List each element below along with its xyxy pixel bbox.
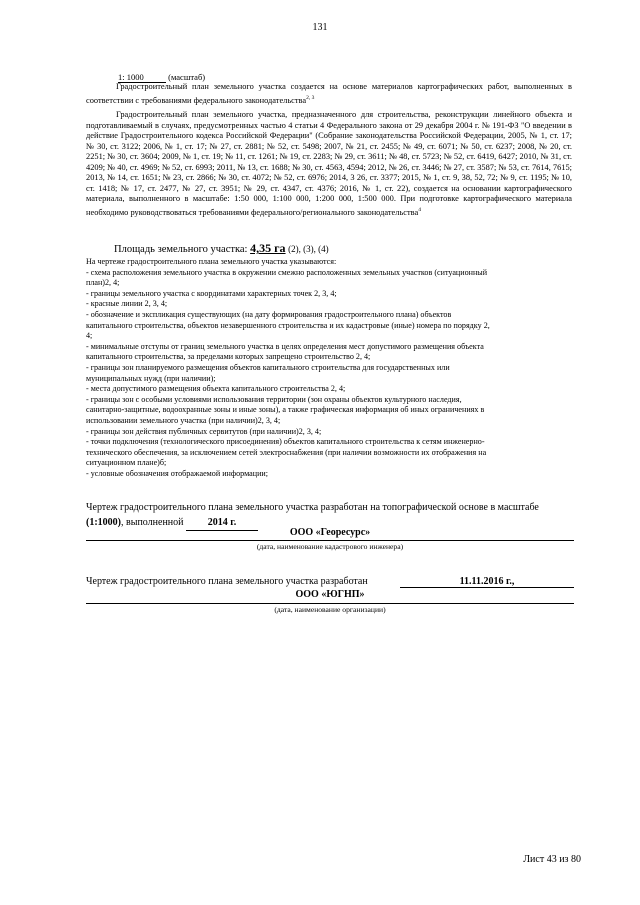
paragraph-cartographic-basis: Градостроительный план земельного участка создается на основе материалов картографических работ, выполненных в соответствии с требованиями федерального законодательства$^{2, 3}$ bbox=[86, 82, 572, 105]
list-item: - границы земельного участка с координатами характерных точек 2, 3, 4; bbox=[86, 288, 337, 298]
list-item: план)2, 4; bbox=[86, 278, 120, 288]
list-item: - обозначение и экспликация существующих (на дату формирования градостроительного плана) объектов bbox=[86, 309, 452, 319]
footnote-ref: 2, 3 bbox=[306, 94, 315, 101]
development-statement: Чертеж градостроительного плана земельного участка разработан bbox=[86, 576, 368, 587]
list-item: ситуационном плане)б; bbox=[86, 458, 167, 468]
land-area bbox=[114, 241, 329, 256]
sheet-number: Лист 43 из 80 bbox=[523, 854, 581, 865]
development-date: 11.11.2016 г., bbox=[400, 576, 574, 588]
list-item: - минимальные отступы от границ земельного участка в целях определения мест допустимого размещения объекта bbox=[86, 341, 484, 351]
list-item: - границы зон действия публичных сервитутов (при наличии)2, 3, 4; bbox=[86, 426, 322, 436]
list-item: - границы зон с особыми условиями использования территории (зон охраны объектов культурного наследия, bbox=[86, 394, 462, 404]
list-item: - схема расположения земельного участка в окружении смежно расположенных земельных участков (ситуационный bbox=[86, 267, 488, 277]
divider bbox=[86, 603, 574, 604]
list-item: муниципальных нужд (при наличии); bbox=[86, 373, 216, 383]
list-item: На чертеже градостроительного плана земельного участка указываются: bbox=[86, 257, 337, 266]
list-item: технического обеспечения, за исключением сетей электроснабжения (при наличии возможности их отображения на bbox=[86, 447, 487, 457]
topo-year: 2014 г. bbox=[186, 516, 258, 532]
paragraph-linear-object: Градостроительный план земельного участка, предназначенного для строительства, реконструкции линейного объекта и подготавливаемый в случаях, предусмотренных частью 4 статьи 4 Федерального закона от 29 декабря 2004 г. № 191-ФЗ "О введении в действие Градостроительного кодекса Российской Федерации" (Собрание законодательства Российской Федерации, 2005, № 1, ст. 17; № 30, ст. 3122; 2006, № 1, ст. 17; № 27, ст. 2881; № 52, ст. 5498; 2007, № 21, ст. 2455; № 49, ст. 6071; № 50, ст. 6237; 2008, № 20, ст. 2251; № 30, ст. 3604; 2009, № 1, ст. 19; № 11, ст. 1261; № 19, ст. 2283; № 29, ст. 3611; № 48, ст. 5723; № 52, ст. 6419, 6427; 2010, № 31, ст. 4209; № 40, ст. 4969; № 52, ст. 6993; 2011, № 13, ст. 1688; № 30, ст. 4563, 4594; 2012, № 26, ст. 3446; № 27, ст. 3587; № 53, ст. 7614, 7615; 2013, № 14, ст. 1651; № 23, ст. 2866; № 30, ст. 4072; № 52, ст. 6976; 2014, 3 26, ст. 3377; 2015, № 1, ст. 9, 38, 52, 72; № 9, ст. 1195; № 10, ст. 1418; № 17, ст. 2477, № 27, ст. 3951; № 29, ст. 4347, ст. 4376; 2016, № 1, ст. 22), создается на основании картографического материала, выполненного в масштабе: 1:50 000, 1:100 000, 1:200 000, 1:500 000. При подготовке картографического материала необходимо руководствоваться требованиями федерального/регионального законодательства$^4$ bbox=[86, 110, 572, 217]
list-item: - условные обозначения отображаемой информации; bbox=[86, 468, 268, 478]
page-number: 131 bbox=[312, 22, 328, 33]
list-item: 4; bbox=[86, 331, 93, 341]
cadastral-engineer: ООО «Георесурс» bbox=[289, 527, 371, 538]
list-item: использовании земельного участка (при наличии)2, 3, 4; bbox=[86, 415, 281, 425]
footnote-ref: 4 bbox=[418, 206, 421, 213]
list-item: санитарно-защитные, водоохранные зоны и иные зоны), а также графическая информация об иных ограничениях в bbox=[86, 405, 485, 415]
scale-label: (масштаб) bbox=[168, 72, 206, 82]
plan-contents-list bbox=[86, 257, 572, 479]
list-item: - красные линии 2, 3, 4; bbox=[86, 299, 168, 309]
land-area-notes: (2), (3), (4) bbox=[288, 244, 329, 254]
topo-scale: (1:1000) bbox=[86, 516, 121, 528]
developer-organization: ООО «ЮГНП» bbox=[295, 589, 365, 600]
topographic-basis-statement: Чертеж градостроительного плана земельного участка разработан на топографической основе в масштабе (1:1000), выполненной 2014 г. bbox=[86, 501, 574, 531]
scale-value: 1: 1000 bbox=[118, 72, 166, 83]
list-item: - точки подключения (технологического присоединения) объектов капитального строительства к сетям инженерно- bbox=[86, 437, 485, 447]
land-area-label: Площадь земельного участка: bbox=[114, 244, 248, 255]
land-area-value: 4,35 га bbox=[250, 241, 286, 255]
organization-caption: (дата, наименование организации) bbox=[274, 605, 386, 614]
list-item: - места допустимого размещения объекта капитального строительства 2, 4; bbox=[86, 384, 346, 394]
divider bbox=[86, 540, 574, 541]
list-item: капитального строительства, объектов незавершенного строительства и их кадастровые (иные) номера по порядку 2, bbox=[86, 320, 490, 330]
engineer-caption: (дата, наименование кадастрового инженера) bbox=[256, 542, 404, 551]
list-item: - границы зон планируемого размещения объектов капитального строительства для государственных или bbox=[86, 362, 450, 372]
list-item: капитального строительства, за пределами которых запрещено строительство 2, 4; bbox=[86, 352, 371, 362]
